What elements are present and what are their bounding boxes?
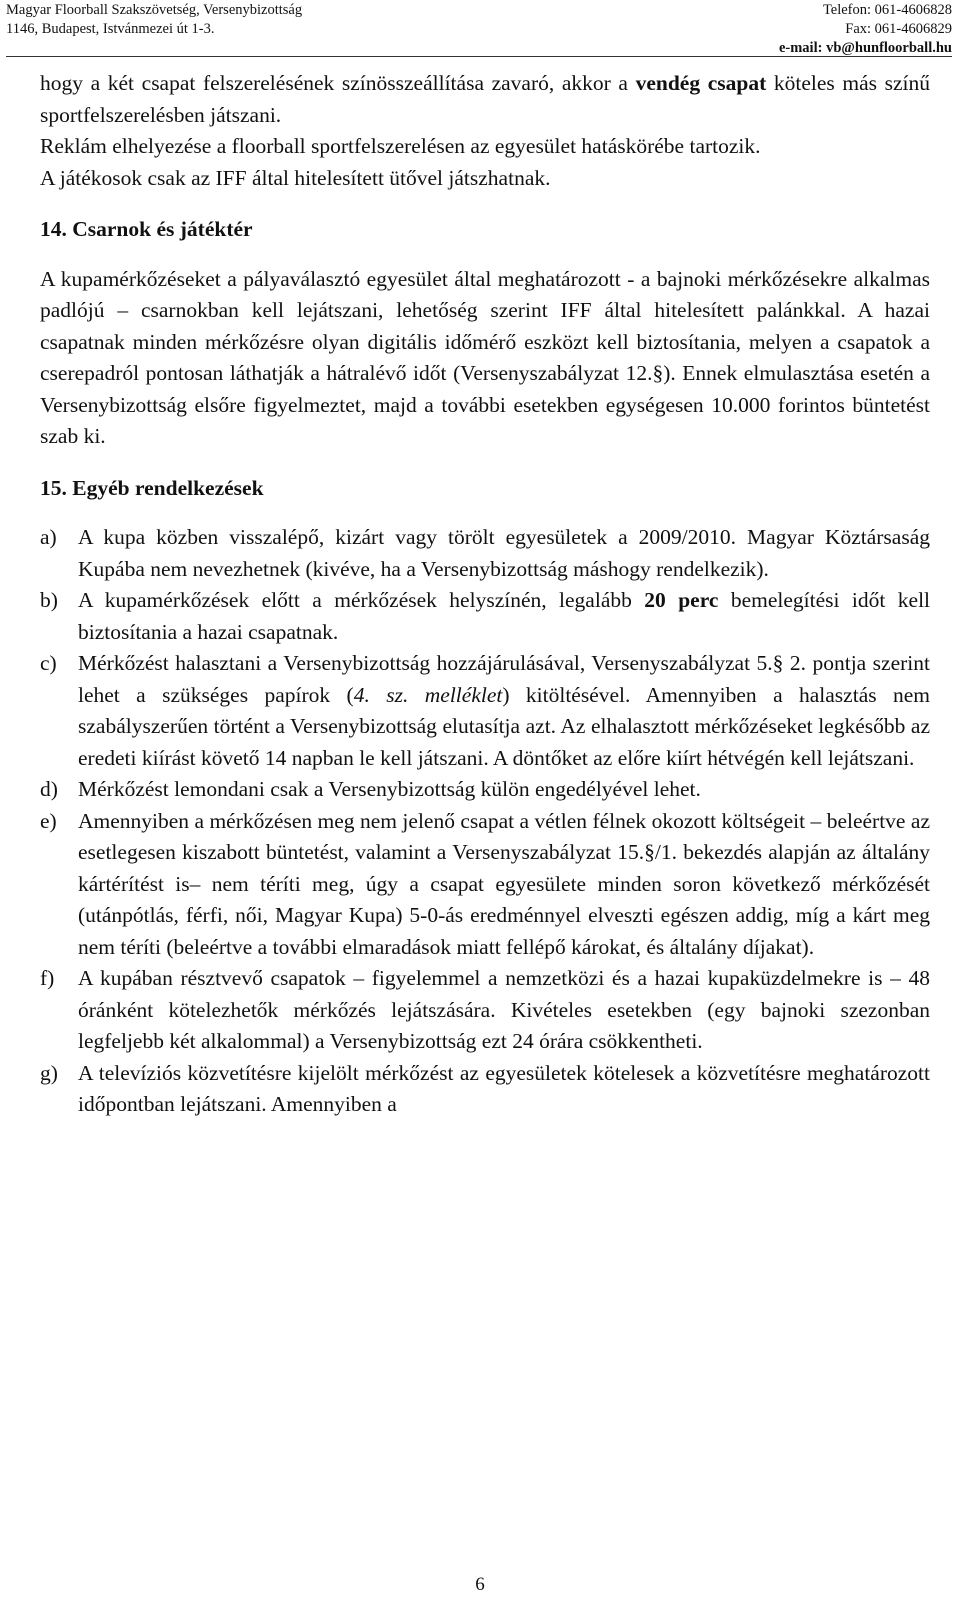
org-fax: Fax: 061-4606829	[845, 21, 952, 37]
intro-bold-text: vendég csapat	[635, 71, 767, 95]
list-marker: f)	[40, 966, 55, 990]
intro-text: köteles más színű sportfelszerelésben játszani.	[40, 71, 930, 127]
header-divider	[6, 56, 952, 57]
org-name: Magyar Floorball Szakszövetség, Versenybizottság	[6, 2, 303, 18]
header-organization	[6, 1, 302, 39]
list-item-text: A kupa közben visszalépő, kizárt vagy törölt egyesületek a 2009/2010. Magyar Köztársaság Kupába nem nevezhetnek (kivéve, ha a Versenybizottság máshogy rendelkezik).	[78, 525, 930, 581]
section-15-heading: 15. Egyéb rendelkezések	[40, 475, 264, 500]
list-item-text: A kupamérkőzések előtt a mérkőzések helyszínén, legalább	[78, 588, 645, 612]
list-marker: c)	[40, 651, 57, 675]
list-item-italic-text: 4. sz. melléklet	[353, 682, 503, 707]
list-item-g	[40, 1058, 930, 1121]
list-item-b	[40, 585, 930, 648]
intro-paragraph-advertising: Reklám elhelyezése a floorball sportfelszerelésen az egyesület hatáskörébe tartozik.	[40, 134, 761, 158]
list-item-text: ) kitöltésével. Amennyiben a halasztás nem szabályszerűen történt a Versenybizottság elutasítja azt. Az elhalasztott mérkőzéseket legkésőbb az eredeti kiírást követő 14 napban le kell játszani. A döntőket az előre kiírt hétvégén kell lejátszani.	[78, 682, 931, 770]
section-15-list	[40, 522, 930, 1121]
list-marker: g)	[40, 1060, 58, 1085]
list-marker: a)	[40, 525, 57, 549]
list-item-d	[40, 774, 930, 806]
list-item-text: Mérkőzést lemondani csak a Versenybizottság külön engedélyével lehet.	[78, 777, 701, 801]
list-item-bold-text: 20 perc	[644, 588, 719, 612]
page-header	[0, 0, 960, 56]
header-contact	[779, 1, 952, 58]
intro-paragraph-colors	[40, 68, 930, 131]
list-item-c	[40, 648, 930, 774]
list-item-text: bemelegítési időt kell biztosítania a hazai csapatnak.	[78, 588, 931, 644]
document-body	[40, 68, 930, 1121]
page-number: 6	[475, 1574, 485, 1595]
org-phone: Telefon: 061-4606828	[822, 2, 952, 18]
list-item-f	[40, 963, 930, 1058]
list-item-text: Mérkőzést halasztani a Versenybizottság hozzájárulásával, Versenyszabályzat 5.§ 2. pontja szerint lehet a szükséges papírok (	[78, 651, 930, 707]
org-email: e-mail: vb@hunfloorball.hu	[778, 40, 952, 56]
org-address: 1146, Budapest, Istvánmezei út 1-3.	[6, 21, 215, 37]
list-marker: b)	[40, 588, 58, 612]
list-item-e	[40, 806, 930, 964]
section-14-heading: 14. Csarnok és játéktér	[40, 217, 253, 241]
list-marker: d)	[40, 777, 58, 801]
list-item-a	[40, 522, 930, 585]
list-item-text: A kupában résztvevő csapatok – figyelemmel a nemzetközi és a hazai kupaküzdelmekre is – 48 óránként kötelezhetők mérkőzés lejátszására. Kivételes esetekben (egy bajnoki szezonban legfeljebb két alkalommal) a Versenybizottság ezt 24 órára csökkentheti.	[78, 966, 930, 1053]
list-marker: e)	[40, 808, 57, 833]
section-14-body: A kupamérkőzéseket a pályaválasztó egyesület által meghatározott - a bajnoki mérkőzésekre alkalmas padlójú – csarnokban kell lejátszani, lehetőség szerint IFF által hitelesített palánkkal. A hazai csapatnak minden mérkőzésre olyan digitális időmérő eszközt kell biztosítania, melyen a csapatok a cserepadról pontosan láthatják a hátralévő időt (Versenyszabályzat 12.§). Ennek elmulasztása esetén a Versenybizottság elsőre figyelmeztet, majd a további esetekben egységesen 10.000 forintos büntetést szab ki.	[40, 266, 930, 448]
list-item-text: A televíziós közvetítésre kijelölt mérkőzést az egyesületek kötelesek a közvetítésre meghatározott időpontban lejátszani. Amennyiben a	[78, 1060, 930, 1116]
intro-paragraph-sticks: A játékosok csak az IFF által hitelesített ütővel játszhatnak.	[40, 165, 551, 190]
list-item-text: Amennyiben a mérkőzésen meg nem jelenő csapat a vétlen félnek okozott költségeit – beleértve az esetlegesen kiszabott büntetést, valamint a Versenyszabályzat 15.§/1. bekezdés alapján az általány kártérítést is– nem téríti meg, úgy a csapat egyesülete minden soron következő mérkőzését (utánpótlás, férfi, női, Magyar Kupa) 5-0-ás eredménnyel elveszti egészen addig, míg a kárt meg nem téríti (beleértve a további elmaradások miatt fellépő károkat, és általány díjakat).	[78, 808, 930, 959]
intro-text: hogy a két csapat felszerelésének színösszeállítása zavaró, akkor a	[40, 71, 636, 95]
